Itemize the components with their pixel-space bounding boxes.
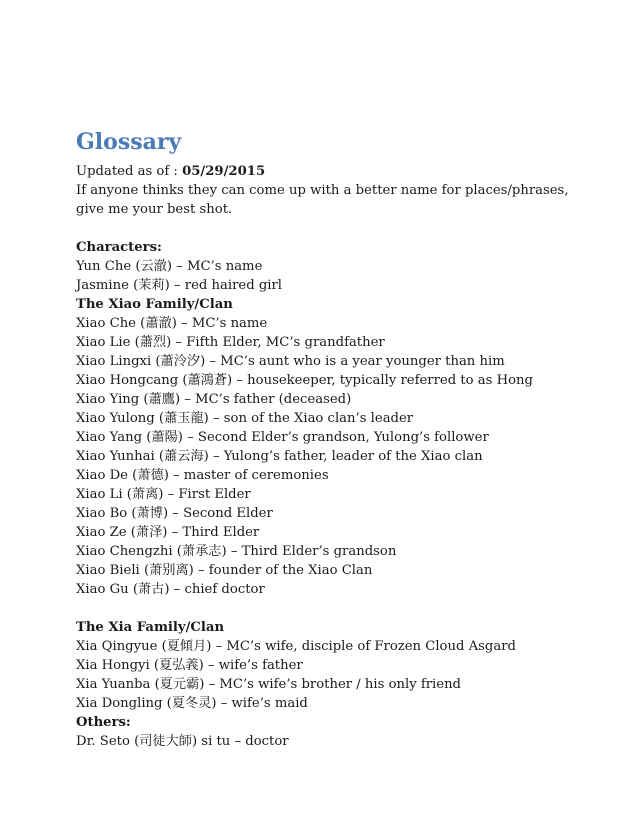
glossary-entry: Xiao Yunhai (蕭云海) – Yulong’s father, leader of the Xiao clan bbox=[76, 449, 483, 464]
glossary-entry: Xiao Bieli (萧别离) – founder of the Xiao Clan bbox=[76, 563, 373, 578]
glossary-entry: Xiao Hongcang (蕭鴻蒼) – housekeeper, typically referred to as Hong bbox=[76, 373, 533, 388]
document-page bbox=[76, 128, 616, 751]
characters-heading: Characters: bbox=[76, 240, 162, 255]
glossary-entry: Xiao Lingxi (蕭泠汐) – MC’s aunt who is a year younger than him bbox=[76, 354, 505, 369]
xiao-clan-heading: The Xiao Family/Clan bbox=[76, 297, 233, 312]
glossary-entry: Xia Yuanba (夏元霸) – MC’s wife’s brother / his only friend bbox=[76, 677, 461, 692]
glossary-entry: Jasmine (茉莉) – red haired girl bbox=[76, 278, 283, 293]
spacer bbox=[76, 599, 616, 618]
glossary-entry: Xiao De (萧德) – master of ceremonies bbox=[76, 468, 329, 483]
glossary-entry: Xiao Che (蕭澈) – MC’s name bbox=[76, 316, 268, 331]
updated-label: Updated as of : bbox=[76, 164, 183, 179]
glossary-entry: Xiao Gu (萧古) – chief doctor bbox=[76, 582, 265, 597]
glossary-entry: Xiao Li (萧离) – First Elder bbox=[76, 487, 251, 502]
glossary-entry: Xiao Ying (蕭鷹) – MC’s father (deceased) bbox=[76, 392, 352, 407]
spacer bbox=[76, 219, 616, 238]
xia-clan-heading: The Xia Family/Clan bbox=[76, 620, 225, 635]
glossary-entry: Xiao Yulong (蕭玉龍) – son of the Xiao clan’s leader bbox=[76, 411, 414, 426]
intro-line: give me your best shot. bbox=[76, 202, 233, 217]
glossary-entry: Xiao Bo (萧博) – Second Elder bbox=[76, 506, 273, 521]
glossary-entry: Xiao Ze (萧泽) – Third Elder bbox=[76, 525, 260, 540]
updated-line bbox=[76, 162, 616, 181]
updated-date: 05/29/2015 bbox=[182, 164, 266, 179]
glossary-entry: Xiao Lie (蕭烈) – Fifth Elder, MC’s grandfather bbox=[76, 335, 385, 350]
glossary-entry: Xia Qingyue (夏傾月) – MC’s wife, disciple of Frozen Cloud Asgard bbox=[76, 639, 516, 654]
glossary-entry: Xia Dongling (夏冬灵) – wife’s maid bbox=[76, 696, 308, 711]
page-title: Glossary bbox=[76, 129, 182, 155]
glossary-entry: Xiao Chengzhi (萧承志) – Third Elder’s grandson bbox=[76, 544, 397, 559]
glossary-entry: Dr. Seto (司徒大師) si tu – doctor bbox=[76, 734, 289, 749]
glossary-entry: Xiao Yang (蕭陽) – Second Elder’s grandson, Yulong’s follower bbox=[76, 430, 489, 445]
intro-line: If anyone thinks they can come up with a better name for places/phrases, bbox=[76, 183, 569, 198]
glossary-entry: Xia Hongyi (夏弘義) – wife’s father bbox=[76, 658, 303, 673]
others-heading: Others: bbox=[76, 715, 131, 730]
glossary-entry: Yun Che (云澈) – MC’s name bbox=[76, 259, 263, 274]
